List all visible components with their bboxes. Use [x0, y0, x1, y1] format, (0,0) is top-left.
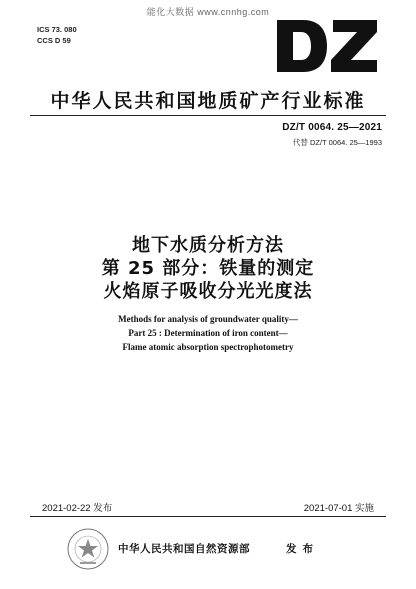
ministry-seal-icon	[66, 527, 110, 571]
ccs-code: CCS D 59	[37, 36, 71, 45]
dz-logo	[275, 18, 380, 74]
english-title-line-1: Methods for analysis of groundwater quality—	[118, 314, 298, 324]
ics-code: ICS 73. 080	[37, 25, 77, 34]
chinese-title-line-1: 地下水质分析方法	[132, 235, 284, 256]
footer-divider	[30, 516, 386, 517]
site-watermark: 能化大数据 www.cnnhg.com	[146, 7, 270, 17]
english-title-line-2: Part 25 : Determination of iron content—	[128, 328, 288, 338]
standard-number: DZ/T 0064. 25—2021	[282, 122, 382, 133]
chinese-title-line-3: 火焰原子吸收分光光度法	[103, 281, 313, 302]
replaces-standard: 代替 DZ/T 0064. 25—1993	[292, 138, 382, 147]
english-title-line-3: Flame atomic absorption spectrophotometry	[122, 342, 294, 352]
header-divider	[30, 115, 386, 116]
issuing-authority: 中华人民共和国自然资源部	[118, 543, 250, 555]
classification-codes	[37, 24, 77, 46]
standard-category-title: 中华人民共和国地质矿产行业标准	[50, 90, 366, 112]
implementation-date: 2021-07-01 实施	[303, 503, 374, 514]
issue-date: 2021-02-22 发布	[42, 503, 113, 514]
publish-label: 发布	[286, 543, 319, 555]
chinese-title-line-2: 第 25 部分：铁量的测定	[101, 258, 315, 279]
